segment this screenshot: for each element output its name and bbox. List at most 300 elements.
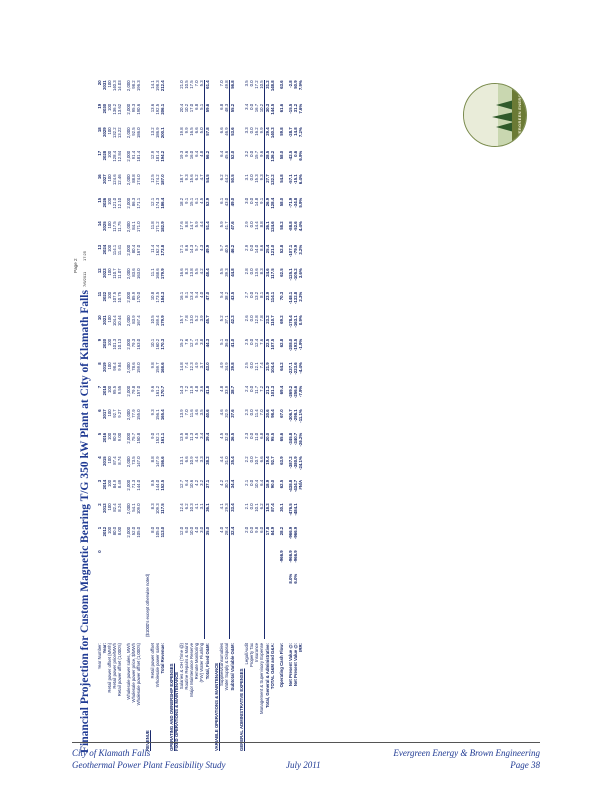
value-cell: 171.1	[136, 197, 142, 209]
value-cell: 6.1	[194, 197, 200, 204]
value-cell: 13.62	[117, 103, 123, 115]
value-cell: 98.4	[112, 362, 118, 371]
value-cell: 16.5	[189, 127, 194, 136]
value-cell: 38.2	[224, 291, 230, 301]
value-cell: 23.2	[265, 315, 271, 339]
value-cell: 48.3	[224, 103, 230, 113]
value-cell: 3.5	[199, 409, 205, 416]
value-cell: 2,000	[125, 221, 131, 233]
value-cell: 2,000	[125, 456, 131, 468]
value-cell: 13.4	[189, 291, 194, 301]
value-cell: 56.8	[230, 80, 236, 104]
value-cell: 124.6	[270, 221, 276, 233]
value-cell: 173.5	[154, 291, 160, 303]
value-cell: 9.8	[254, 526, 260, 533]
value-cell: 194.2	[160, 150, 166, 162]
value-cell: 3.2%	[297, 244, 303, 255]
value-cell: 2.4	[243, 385, 249, 392]
value-cell: 63.6	[278, 80, 284, 89]
value-cell: 4.7	[199, 174, 205, 181]
value-cell: 69.4	[278, 385, 284, 395]
table-row	[117, 80, 122, 753]
value-cell: -15.5	[287, 103, 293, 114]
row-label: GENERAL ADMINISTRATIVE EXPENSES	[238, 668, 244, 751]
value-cell: 4.9	[218, 362, 224, 369]
value-cell: 82.4	[112, 503, 118, 512]
value-cell: 18.9	[265, 480, 271, 504]
value-cell: 13.6	[149, 103, 155, 113]
value-cell: 100	[107, 338, 113, 346]
value-cell: 174.3	[154, 197, 160, 209]
value-cell: 8.3	[183, 268, 189, 275]
value-cell: 3.4	[199, 432, 205, 439]
row-label: Retail power offset (1,000's)	[117, 643, 123, 697]
year-number-cell: 13	[97, 244, 102, 250]
value-cell: 10.0	[189, 526, 194, 536]
value-cell: 3.9	[199, 315, 205, 322]
value-cell: -966.9	[292, 550, 298, 563]
value-cell: 9.9	[183, 127, 189, 134]
value-cell: 8.24	[117, 503, 123, 512]
value-cell: -34.8	[292, 197, 298, 208]
value-cell: 38.7	[230, 386, 236, 410]
value-cell: -380.9	[292, 456, 298, 469]
value-cell: 2014	[102, 479, 108, 490]
value-cell: 4.0	[194, 526, 200, 533]
value-cell: 7.6	[183, 338, 189, 345]
year-number-cell: 2	[97, 503, 102, 506]
value-cell: 0.0	[248, 409, 254, 416]
value-cell: 59.6	[205, 104, 211, 128]
value-cell: -71.9	[287, 197, 293, 208]
year-number-cell: 20	[97, 80, 102, 86]
value-cell: 12.1	[149, 197, 155, 207]
value-cell: 5.1	[199, 103, 205, 110]
value-cell: 7.6	[259, 338, 265, 345]
value-cell: 212.4	[160, 80, 166, 92]
value-cell: 13.5	[178, 432, 184, 442]
value-cell: 2,000	[125, 338, 131, 350]
value-cell: 100	[107, 103, 113, 111]
value-cell: 11.0	[254, 432, 260, 441]
value-cell: -2.8	[287, 80, 293, 88]
value-cell: 156.6	[160, 456, 166, 468]
value-cell: 20.4	[178, 103, 184, 113]
value-cell: 47.6	[230, 221, 236, 245]
value-cell: 35.0	[205, 527, 211, 551]
value-cell: 86.3	[131, 197, 137, 207]
value-cell: -306.7	[287, 409, 293, 422]
value-cell: 61.4	[205, 80, 211, 104]
value-cell: 54.8	[278, 174, 284, 183]
value-cell: 40.5	[224, 244, 230, 254]
row-label: Management & Supervisory Expense	[259, 643, 265, 714]
value-cell: 7.4	[259, 362, 265, 369]
value-cell: 8.49	[117, 479, 123, 489]
value-cell: 13.8	[189, 268, 194, 277]
value-cell: 100	[107, 362, 113, 370]
year-number-cell: 8	[97, 362, 102, 365]
value-cell: 186.0	[136, 127, 142, 139]
value-cell: 2,000	[125, 291, 131, 303]
row-label: Year Number:	[97, 643, 102, 670]
value-cell: 101.3	[112, 338, 118, 350]
value-cell: 62.8	[278, 338, 284, 348]
table-row	[270, 80, 275, 753]
value-cell: 6.2	[218, 174, 224, 181]
value-cell: 3.4	[243, 103, 249, 110]
value-cell: 16.7	[254, 103, 260, 113]
value-cell: 7.8	[259, 315, 265, 322]
value-cell: 5.4	[218, 291, 224, 298]
value-cell: -4.4%	[297, 362, 303, 374]
year-number-cell: 15	[97, 197, 102, 203]
value-cell: 65.6	[278, 432, 284, 442]
value-cell: 200.1	[160, 127, 166, 139]
value-cell: 8.3	[259, 268, 265, 275]
value-cell: 6.8	[259, 432, 265, 439]
value-cell: 95.5	[112, 385, 118, 395]
value-cell: 100	[107, 456, 113, 464]
value-cell: 25.4	[265, 245, 271, 269]
value-cell: 159.7	[154, 362, 160, 374]
value-cell: 12.8	[254, 315, 260, 324]
value-cell: 47.0	[205, 292, 211, 316]
value-cell: 98.4	[270, 409, 276, 418]
value-cell: 2023	[102, 268, 108, 278]
value-cell: 13.2	[254, 291, 260, 301]
value-cell: 80.4	[131, 244, 137, 254]
value-cell: 2016	[102, 432, 108, 443]
value-cell: 3.7	[199, 362, 205, 369]
value-cell: 29.4	[265, 127, 271, 151]
table-row	[288, 80, 293, 753]
value-cell: 144.0	[154, 479, 160, 491]
value-cell: 13.2	[149, 127, 155, 136]
year-number-cell: 11	[97, 291, 102, 297]
value-cell: 4.5	[218, 432, 224, 439]
value-cell: 2,000	[125, 503, 131, 515]
value-cell: 179.9	[160, 268, 166, 280]
value-cell: -340.7	[292, 432, 298, 446]
value-cell: 113.0	[160, 526, 166, 538]
value-cell: 4.8	[199, 150, 205, 157]
value-cell: 8.8	[259, 221, 265, 228]
value-cell: 4.0	[199, 291, 205, 298]
value-cell: 30.1	[224, 479, 230, 489]
value-cell: 165.4	[160, 409, 166, 421]
value-cell: 36.5	[230, 433, 236, 457]
value-cell: 2030	[102, 103, 108, 114]
value-cell: 10.7	[254, 456, 260, 465]
value-cell: 9.3	[183, 174, 189, 181]
value-cell: 95.3	[131, 103, 137, 113]
value-cell: 2,000	[125, 127, 131, 139]
value-cell: 9.27	[117, 409, 123, 418]
value-cell: 79.3	[131, 338, 137, 348]
table-row	[230, 80, 236, 753]
value-cell: 17.0	[189, 103, 194, 113]
value-cell: 73.5	[131, 456, 137, 465]
value-cell: 14.0	[254, 244, 260, 254]
value-cell: 17.5	[189, 80, 194, 89]
value-cell: 167.0	[136, 244, 142, 256]
value-cell: 28.5	[265, 151, 271, 175]
value-cell: 8.5	[149, 479, 155, 486]
value-cell: 16.6	[178, 268, 184, 277]
value-cell: 98.2	[131, 80, 137, 89]
value-cell: -966.9	[278, 550, 284, 563]
value-cell: 0.0	[248, 315, 254, 322]
value-cell: 4.6	[218, 409, 224, 416]
value-cell: 159.0	[136, 362, 142, 374]
value-cell: 4.6	[194, 409, 200, 416]
value-cell: 6.9%	[297, 150, 303, 161]
value-cell: 0.0	[248, 291, 254, 298]
row-label: Total, General & Administrative:	[264, 643, 270, 708]
value-cell: 10.3	[189, 503, 194, 512]
value-cell: 80.0	[112, 526, 118, 536]
table-row	[293, 80, 298, 753]
value-cell: 12.7	[178, 479, 184, 489]
value-cell: 174.2	[154, 174, 160, 186]
value-cell: 6.6	[194, 127, 200, 134]
value-cell: 3.0	[199, 526, 205, 533]
value-cell: 52.9	[205, 198, 211, 222]
value-cell: -237.1	[287, 362, 293, 375]
value-cell: 61.6	[278, 103, 284, 113]
value-cell: 43.5	[230, 292, 236, 316]
value-cell: 10.8	[149, 291, 155, 301]
value-cell: 33.4	[230, 503, 236, 527]
value-cell: 2.9	[243, 244, 249, 251]
value-cell: 100	[107, 244, 113, 252]
row-label: Routine Repairs & Maint	[183, 643, 189, 690]
value-cell: 9.1	[259, 197, 265, 204]
value-cell: 5.9	[194, 221, 200, 228]
value-cell: -484.1	[292, 503, 298, 516]
value-cell: 3.2	[243, 150, 249, 157]
value-cell: 170.7	[160, 385, 166, 397]
value-cell: 152.1	[154, 432, 160, 444]
value-cell: 100	[107, 174, 113, 182]
value-cell: 6.1	[218, 197, 224, 204]
value-cell: 0.0	[248, 385, 254, 392]
value-cell: 6.0	[183, 526, 189, 533]
value-cell: 2.1	[243, 503, 249, 510]
value-cell: -57.1	[287, 174, 293, 185]
time-stamp: 17:25	[82, 250, 87, 261]
value-cell: 104.4	[270, 362, 276, 374]
value-cell: 37.1	[205, 480, 211, 504]
value-cell: -125.1	[287, 268, 293, 281]
value-cell: 2.3	[243, 409, 249, 416]
value-cell: 2028	[102, 150, 108, 161]
value-cell: 28.2	[278, 526, 284, 536]
value-cell: 2.5	[243, 362, 249, 369]
value-cell: 52.0	[131, 526, 137, 536]
value-cell: 0.0	[248, 362, 254, 369]
value-cell: 15.1	[189, 197, 194, 207]
value-cell: 5.4	[194, 291, 200, 298]
value-cell: 10.2	[259, 103, 265, 113]
row-label: Year:	[102, 643, 108, 654]
row-label: Wholesale power price, $/MWh	[131, 643, 137, 703]
value-cell: 140.3	[112, 80, 118, 92]
value-cell: 9.8	[149, 362, 155, 369]
value-cell: -26.2%	[297, 432, 303, 447]
value-cell: 2.2	[243, 456, 249, 463]
value-cell: 6.2	[194, 174, 200, 181]
value-cell: 37.1	[224, 315, 230, 324]
value-cell: 27.7	[265, 174, 271, 198]
value-cell: 2031	[102, 80, 108, 90]
value-cell: 7.0	[194, 80, 200, 87]
value-cell: 0.9%	[297, 315, 303, 326]
value-cell: 110.7	[270, 315, 276, 326]
value-cell: 9.3	[149, 409, 155, 416]
value-cell: 5.2	[218, 315, 224, 322]
value-cell: 6.4%	[297, 174, 303, 185]
row-label: Retail power offset (MWh)	[107, 643, 113, 693]
value-cell: 20.6	[265, 409, 271, 433]
value-cell: 26.1	[265, 221, 271, 245]
value-cell: 0.0	[248, 244, 254, 251]
value-cell: 64.2	[278, 362, 284, 371]
value-cell: 59.8	[278, 127, 284, 136]
value-cell: -438.8	[287, 479, 293, 493]
row-label: Total Revenue:	[160, 643, 166, 674]
value-cell: 6.2	[259, 503, 265, 510]
row-label: Supplies/consumables	[218, 643, 224, 686]
value-cell: 15.6	[189, 174, 194, 183]
value-cell: 87.4	[112, 456, 118, 465]
value-cell: 0.0	[248, 80, 254, 87]
value-cell: 2.8	[243, 268, 249, 275]
value-cell: 30.1	[278, 503, 284, 512]
value-cell: 12.3	[189, 362, 194, 371]
value-cell: 36.0	[224, 338, 230, 348]
value-cell: 34.4	[230, 480, 236, 504]
value-cell: 4.5	[199, 197, 205, 204]
value-cell: -223.6	[292, 362, 298, 375]
value-cell: 9.0	[149, 432, 155, 439]
value-cell: 124.6	[112, 174, 118, 186]
value-cell: 0.0	[248, 479, 254, 486]
value-cell: 100	[107, 127, 113, 135]
value-cell: 167.4	[136, 315, 142, 327]
value-cell: 12.7	[189, 338, 194, 348]
value-cell: -15.1	[292, 174, 298, 185]
value-cell: 5.0	[199, 127, 205, 134]
value-cell: -269.2	[287, 385, 293, 399]
value-cell: 31.2	[292, 103, 298, 113]
value-cell: 4.4%	[297, 221, 303, 232]
evergreen-logo	[463, 83, 527, 147]
value-cell: 9.55	[117, 385, 123, 395]
value-cell: 14.7	[189, 221, 194, 230]
value-cell: 104.4	[112, 315, 118, 327]
value-cell: 0.0	[248, 526, 254, 533]
value-cell: 58.2	[278, 221, 284, 230]
value-cell: 2012	[102, 526, 108, 537]
value-cell: 7.0	[259, 409, 265, 416]
value-cell: 10.1	[254, 503, 260, 512]
row-label: Wholesale power sales	[154, 643, 160, 688]
value-cell: -7.9%	[297, 385, 303, 398]
value-cell: 147.9	[154, 456, 160, 468]
value-cell: #N/A	[297, 479, 303, 490]
value-cell: 8.6	[183, 244, 189, 251]
value-cell: 6.0	[259, 526, 265, 533]
value-cell: 187.0	[160, 174, 166, 186]
value-cell: 2015	[102, 456, 108, 466]
value-cell: 4.5	[194, 432, 200, 439]
value-cell: 9.6	[259, 150, 265, 157]
value-cell: 12.10	[117, 197, 123, 209]
value-cell: 16.1	[178, 291, 184, 301]
value-cell: 31.0	[224, 456, 230, 465]
value-cell: 10.5	[183, 80, 189, 89]
row-label: Water Supply & Disposal	[224, 643, 230, 691]
value-cell: 50.5	[230, 174, 236, 198]
value-cell: 3.3	[243, 127, 249, 134]
value-cell: 7.2	[259, 385, 265, 392]
value-cell: 160.2	[154, 338, 160, 350]
value-cell: 34.9	[224, 362, 230, 371]
row-label: Remote Monitoring	[194, 643, 200, 680]
value-cell: 62.5	[278, 268, 284, 277]
value-cell: 16.0	[189, 150, 194, 160]
row-label: Operating Cash Flow:	[278, 643, 284, 688]
value-cell: 17.8	[265, 527, 271, 551]
row-label: IRR:	[297, 643, 303, 652]
value-cell: 4.2	[194, 479, 200, 486]
value-cell: 52.8	[278, 244, 284, 254]
value-cell: 33.9	[224, 385, 230, 395]
value-cell: 136.2	[270, 150, 276, 162]
value-cell: -1.9%	[297, 338, 303, 351]
value-cell: 20.0	[265, 433, 271, 457]
value-cell: 95.5	[270, 432, 276, 442]
value-cell: 91.4	[131, 150, 137, 160]
value-cell: 23.9	[265, 292, 271, 316]
table-row	[254, 80, 259, 753]
value-cell: 12.46	[117, 174, 123, 186]
rotated-projection-sheet	[71, 37, 541, 759]
value-cell: 117.5	[112, 221, 118, 232]
value-cell: 121.0	[112, 197, 118, 209]
value-cell: 0.6	[292, 150, 298, 157]
value-cell: 128.4	[112, 150, 118, 162]
value-cell: -105.2	[292, 268, 298, 281]
value-cell: 0.0	[248, 503, 254, 510]
value-cell: 5.9%	[297, 197, 303, 208]
value-cell: 32.4	[230, 527, 236, 551]
value-cell: 44.8	[230, 268, 236, 292]
value-cell: -79.9	[292, 244, 298, 255]
value-cell: 3.2	[199, 479, 205, 486]
value-cell: 2022	[102, 291, 108, 302]
value-cell: 14.8	[254, 197, 260, 207]
value-cell: 155.0	[136, 409, 142, 421]
year-number-cell: 19	[97, 103, 102, 109]
row-label: Retail power price/MWh	[112, 643, 118, 689]
value-cell: 4.9	[194, 362, 200, 369]
row-label: Total, Fixed O&M:	[205, 643, 211, 680]
value-cell: 174.0	[136, 174, 142, 186]
value-cell: 2.9	[243, 221, 249, 228]
